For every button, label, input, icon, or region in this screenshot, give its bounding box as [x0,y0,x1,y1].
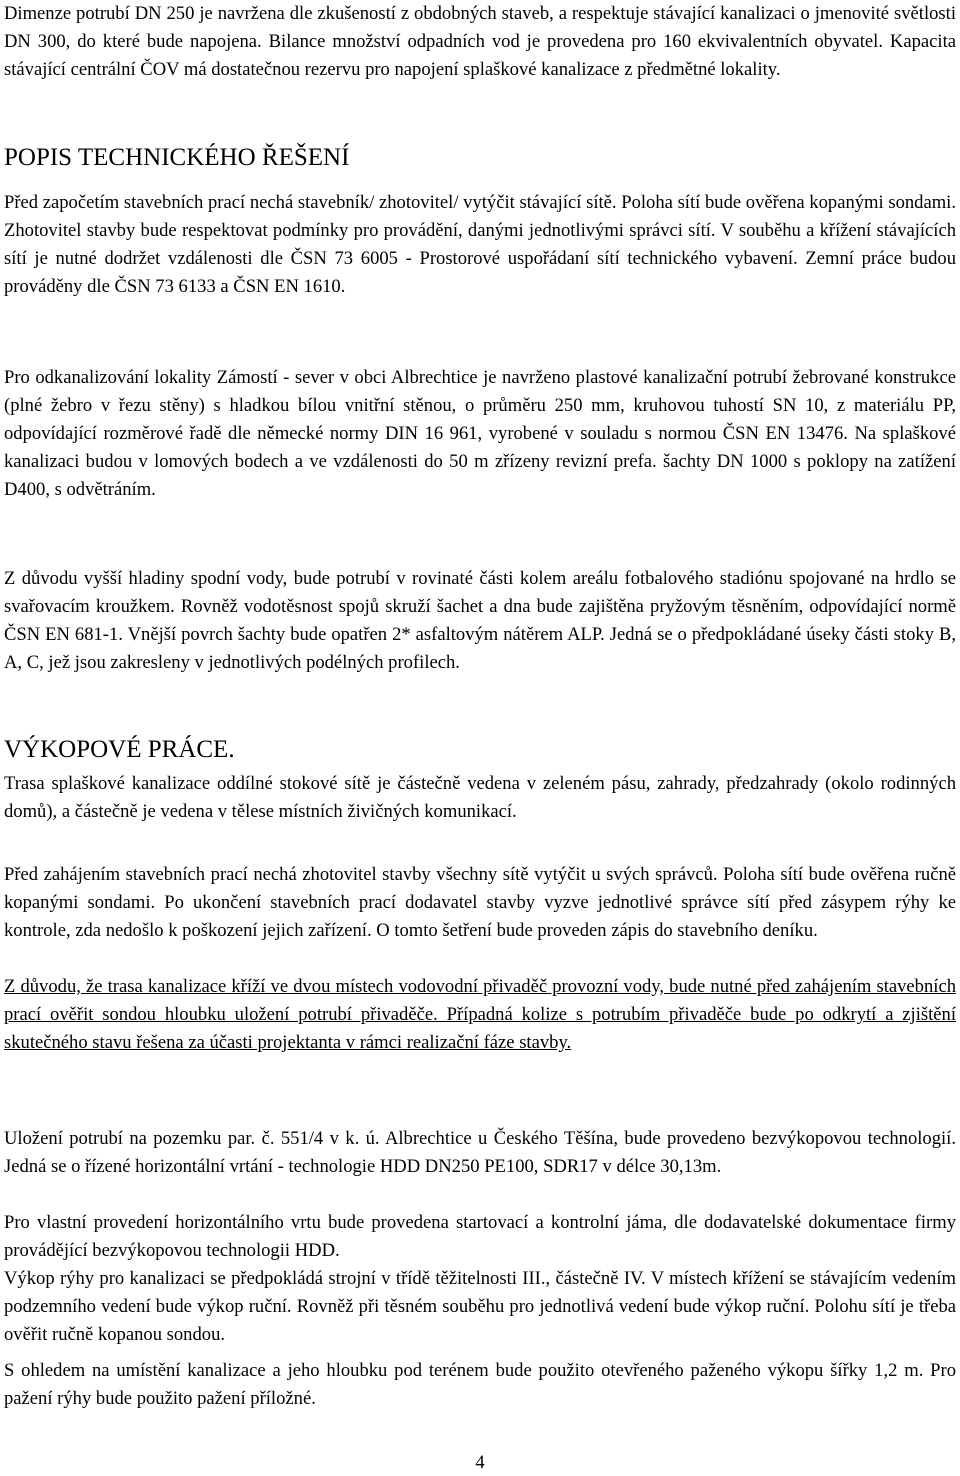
feeder-collision-paragraph [4,973,956,1057]
feeder-first-sentences: Z důvodu, že trasa kanalizace kříží ve dvou místech vodovodní přivaděč provozní vody, bude nutné před zahájením stavebních prací ověřit sondou hloubku uložení potrubí přivaděče. [4,976,956,1025]
shoring-paragraph: S ohledem na umístění kanalizace a jeho hloubku pod terénem bude použito otevřeného paženého výkopu šířky 1,2 m. Pro pažení rýhy bude použito pažení příložné. [4,1360,956,1409]
groundwater-paragraph: Z důvodu vyšší hladiny spodní vody, bude potrubí v rovinaté části kolem areálu fotbalového stadiónu spojované na hrdlo se svařovacím kroužkem. Rovněž vodotěsnost spojů skruží šachet a dna bude zajištěna pryžovým těsněním, odpovídající normě ČSN EN 681-1. Vnější povrch šachty bude opatřen 2* asfaltovým nátěrem ALP. Jedná se o předpokládané úseky části stoky B, A, C, jež jsou zakresleny v jednotlivých podélných profilech. [4,568,956,673]
pipe-specification-paragraph: Pro odkanalizování lokality Zámostí - sever v obci Albrechtice je navrženo plastové kanalizační potrubí žebrované konstrukce (plné žebro v řezu stěny) s hladkou bílou vnitřní stěnou, o průměru 250 mm, kruhovou tuhostí SN 10, z materiálu PP, odpovídající rozměrové řadě dle německé normy DIN 16 961, vyrobené v souladu s normou ČSN EN 13476. Na splaškové kanalizaci budou v lomových bodech a ve vzdálenosti do 50 m zřízeny revizní prefa. šachty DN 1000 s poklopy na zatížení D400, s odvětráním. [4,367,956,500]
excavation-heading: VÝKOPOVÉ PRÁCE. [4,736,235,763]
page-number: 4 [475,1452,485,1473]
intro-paragraph: Dimenze potrubí DN 250 je navržena dle zkušeností z obdobných staveb, a respektuje stávající kanalizaci o jmenovité světlosti DN 300, do které bude napojena. Bilance množství odpadních vod je provedena pro 160 ekvivalentních obyvatel. Kapacita stávající centrální ČOV má dostatečnou rezervu pro napojení splaškové kanalizace z předmětné lokality. [4,3,956,80]
trench-paragraph: Výkop rýhy pro kanalizaci se předpokládá strojní v třídě těžitelnosti III., částečně IV. V místech křížení se stávajícím vedením podzemního vedení bude výkop ruční. Rovněž při těsném souběhu pro jednotlivá vedení bude výkop ruční. Polohu sítí je třeba ověřit ručně kopanou sondou. [4,1268,956,1345]
networks-paragraph: Před započetím stavebních prací nechá stavebník/ zhotovitel/ vytýčit stávající sítě. Poloha sítí bude ověřena kopanými sondami. Zhotovitel stavby bude respektovat podmínky pro provádění, danými jednotlivými správci sítí. V souběhu a křížení stávajících sítí je nutné dodržet vzdálenosti dle ČSN 73 6005 - Prostorové uspořádaní sítí technického vybavení. Zemní práce budou prováděny dle ČSN 73 6133 a ČSN EN 1610. [4,192,956,297]
route-paragraph: Trasa splaškové kanalizace oddílné stokové sítě je částečně vedena v zeleném pásu, zahrady, předzahrady (okolo rodinných domů), a částečně je vedena v tělese místních živičných komunikací. [4,773,956,822]
hdd-paragraph: Uložení potrubí na pozemku par. č. 551/4 v k. ú. Albrechtice u Českého Těšína, bude provedeno bezvýkopovou technologií. Jedná se o řízené horizontální vrtání - technologie HDD DN250 PE100, SDR17 v délce 30,13m. [4,1128,956,1177]
technical-solution-heading: POPIS TECHNICKÉHO ŘEŠENÍ [4,144,350,171]
document-page [4,0,956,1476]
pits-paragraph: Pro vlastní provedení horizontálního vrtu bude provedena startovací a kontrolní jáma, dle dodavatelské dokumentace firmy provádějící bezvýkopovou technologii HDD. [4,1212,956,1261]
feeder-second-sentence: Případná kolize s potrubím přivaděče bude po odkrytí a zjištění skutečného stavu řešena za účasti projektanta v rámci realizační fáze stavby. [4,1004,957,1053]
marking-paragraph: Před zahájením stavebních prací nechá zhotovitel stavby všechny sítě vytýčit u svých správců. Poloha sítí bude ověřena ručně kopanými sondami. Po ukončení stavebních prací dodavatel stavby vyzve jednotlivé správce sítí před zásypem rýhy ke kontrole, zda nedošlo k poškození jejich zařízení. O tomto šetření bude proveden zápis do stavebního deníku. [4,864,956,941]
